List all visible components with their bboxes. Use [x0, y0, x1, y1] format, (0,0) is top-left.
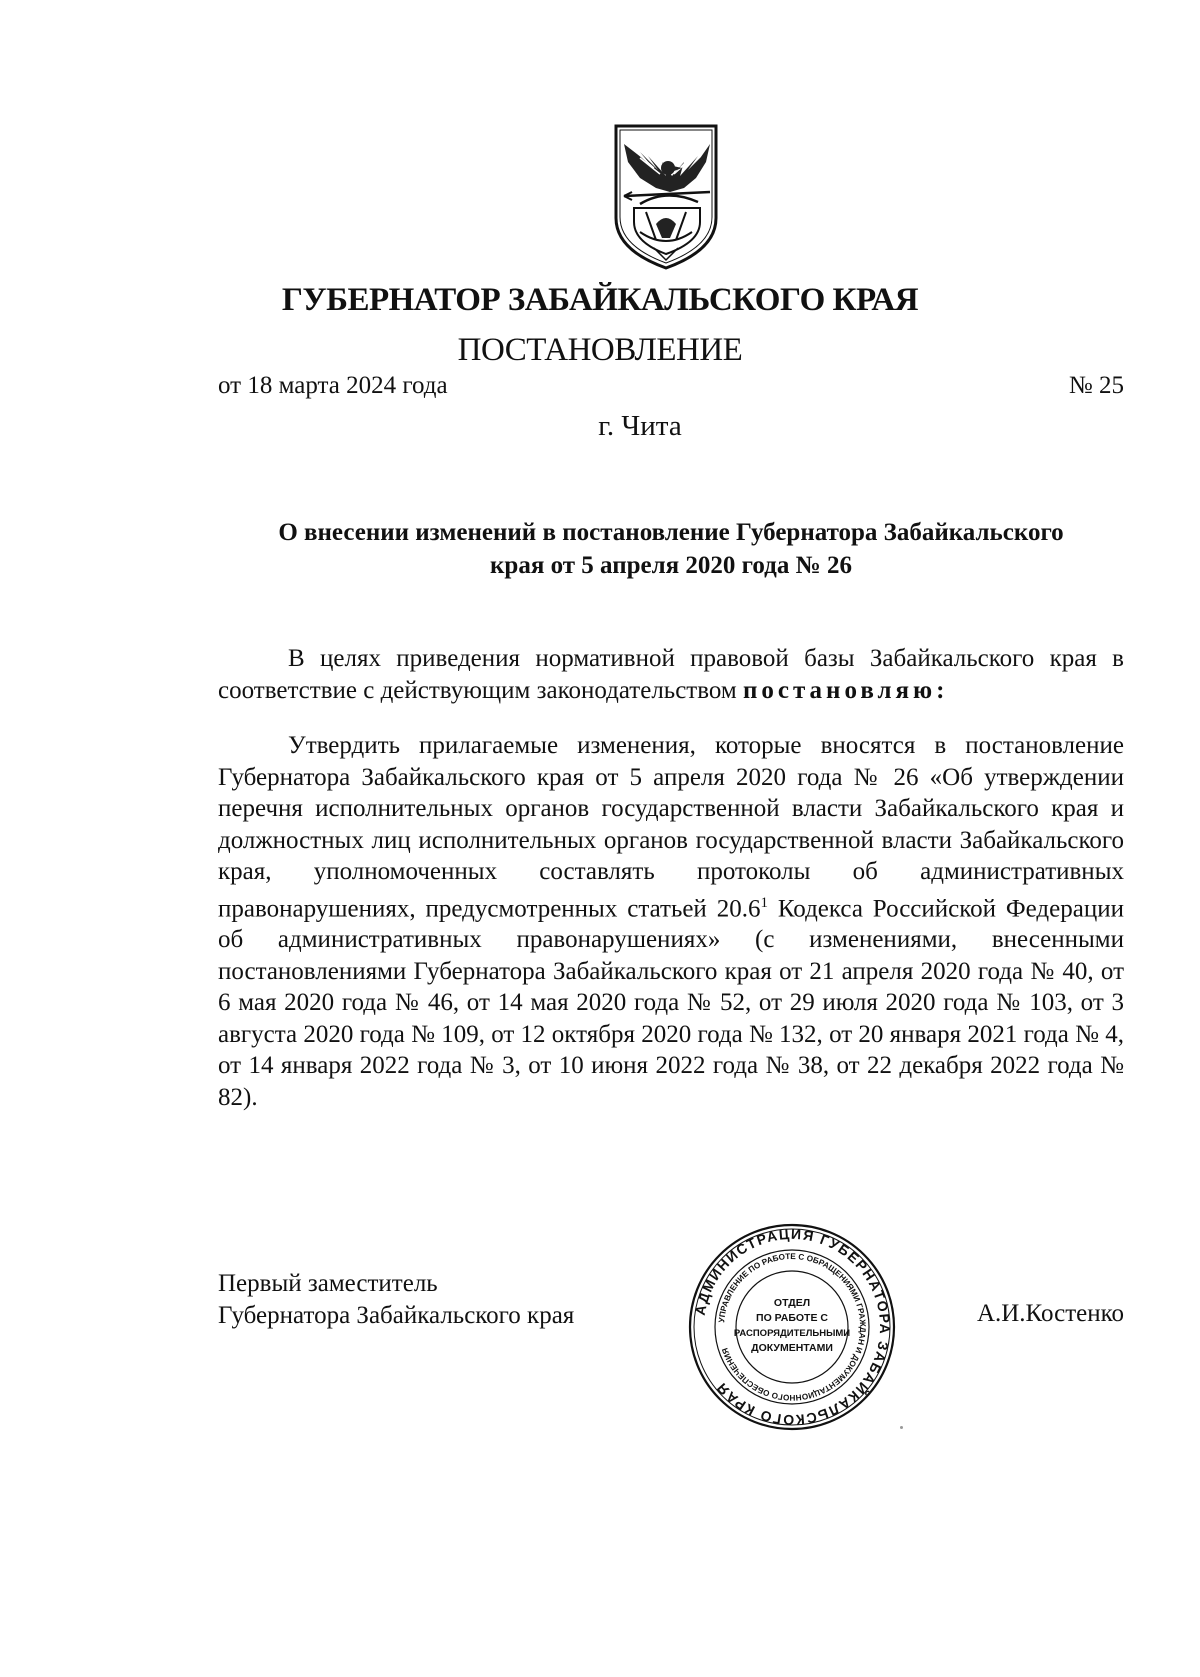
document-date: от 18 марта 2024 года — [218, 372, 448, 399]
preamble-emphasis: постановляю: — [742, 676, 949, 704]
scan-speck — [900, 1426, 903, 1429]
issuing-authority: ГУБЕРНАТОР ЗАБАЙКАЛЬСКОГО КРАЯ — [281, 282, 919, 318]
stamp-center-line-4: ДОКУМЕНТАМИ — [751, 1342, 833, 1354]
preamble-text: В целях приведения нормативной правовой базы Забайкальского края в соответствие с действующим законодательством — [218, 645, 1124, 704]
document-number: № 25 — [1068, 372, 1124, 399]
resolution-text-part2: Кодекса Российской Федерации об административных правонарушениях» (с изменениями, внесенными постановлениями Губернатора Забайкальского края от 21 апреля 2020 года № 40, от 6 мая 2020 года № 46, от 14 мая 2020 года № 52, от 29 июля 2020 года № 103, от 3 августа 2020 года № 109, от 12 октября 2020 года № 132, от 20 января 2021 года № 4, от 14 января 2022 года № 3, от 10 июня 2022 года № 38, от 22 декабря 2022 года № 82). — [218, 894, 1124, 1111]
coat-of-arms-icon — [610, 122, 722, 272]
document-title — [218, 516, 1124, 582]
title-line-1: О внесении изменений в постановление Губернатора Забайкальского — [278, 519, 1064, 546]
svg-text:УПРАВЛЕНИЕ ПО РАБОТЕ С ОБРАЩЕН — [717, 1252, 867, 1402]
title-line-2: края от 5 апреля 2020 года № 26 — [490, 552, 852, 579]
paragraph-resolution — [218, 730, 1124, 1113]
stamp-center-line-3: РАСПОРЯДИТЕЛЬНЫМИ — [733, 1328, 851, 1339]
stamp-center-line-1: ОТДЕЛ — [773, 1297, 811, 1309]
official-stamp — [687, 1222, 897, 1432]
position-line-1: Первый заместитель — [218, 1270, 438, 1297]
document-type: ПОСТАНОВЛЕНИЕ — [457, 332, 743, 368]
document-city: г. Чита — [598, 410, 682, 442]
signatory-name: А.И.Костенко — [976, 1300, 1124, 1327]
stamp-center-line-2: ПО РАБОТЕ С — [756, 1312, 828, 1324]
signatory-position — [218, 1268, 574, 1332]
paragraph-preamble — [218, 643, 1124, 706]
resolution-superscript: 1 — [760, 894, 768, 911]
resolution-text-part1: Утвердить прилагаемые изменения, которые вносятся в постановление Губернатора Забайкальского края от 5 апреля 2020 года № 26 «Об утверждении перечня исполнительных органов государственной власти Забайкальского края и должностных лиц исполнительных органов государственной власти Забайкальского края, уполномоченных составлять протоколы об административных правонарушениях, предусмотренных статьей 20.6 — [218, 732, 1124, 922]
stamp-outer-text: АДМИНИСТРАЦИЯ ГУБЕРНАТОРА ЗАБАЙКАЛЬСКОГО КРАЯ — [691, 1225, 894, 1429]
position-line-2: Губернатора Забайкальского края — [218, 1302, 575, 1329]
stamp-inner-ring-text: УПРАВЛЕНИЕ ПО РАБОТЕ С ОБРАЩЕНИЯМИ ГРАЖДАН И ДОКУМЕНТАЦИОННОГО ОБЕСПЕЧЕНИЯ — [717, 1251, 868, 1403]
